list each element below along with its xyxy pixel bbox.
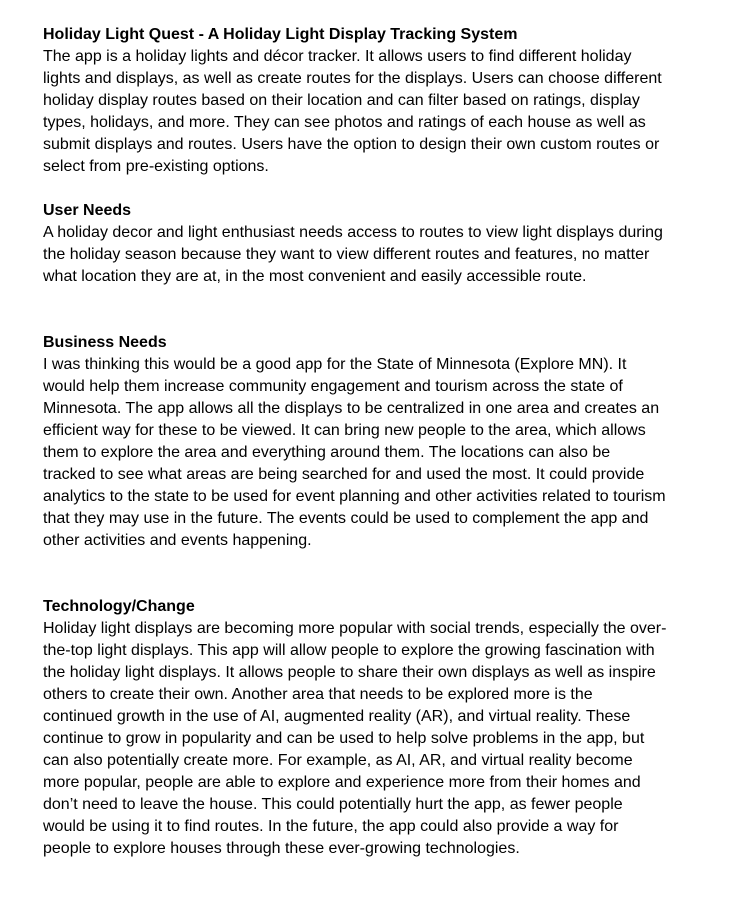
paragraph-line: The app is a holiday lights and décor tracker. It allows users to find different holiday <box>43 48 632 65</box>
paragraph-line: submit displays and routes. Users have the option to design their own custom routes or <box>43 136 660 153</box>
paragraph-line: can also potentially create more. For example, as AI, AR, and virtual reality become <box>43 752 633 769</box>
paragraph-line: lights and displays, as well as create routes for the displays. Users can choose different <box>43 70 662 87</box>
paragraph-line: Minnesota. The app allows all the displays to be centralized in one area and creates an <box>43 400 660 417</box>
business-needs-paragraph <box>43 354 703 552</box>
technology-change-paragraph <box>43 618 703 860</box>
paragraph-line: continued growth in the use of AI, augmented reality (AR), and virtual reality. These <box>43 708 631 725</box>
document-title: Holiday Light Quest - A Holiday Light Display Tracking System <box>43 26 518 43</box>
paragraph-line: what location they are at, in the most convenient and easily accessible route. <box>43 268 587 285</box>
paragraph-line: holiday display routes based on their location and can filter based on ratings, display <box>43 92 640 109</box>
spacer <box>43 178 703 200</box>
paragraph-line: don’t need to leave the house. This could potentially hurt the app, as fewer people <box>43 796 623 813</box>
paragraph-line: the-top light displays. This app will allow people to explore the growing fascination with <box>43 642 655 659</box>
overview-paragraph <box>43 46 703 178</box>
user-needs-paragraph <box>43 222 703 288</box>
paragraph-line: that they may use in the future. The events could be used to complement the app and <box>43 510 649 527</box>
paragraph-line: people to explore houses through these ever-growing technologies. <box>43 840 520 857</box>
paragraph-line: would help them increase community engagement and tourism across the state of <box>43 378 623 395</box>
paragraph-line: continue to grow in popularity and can be used to help solve problems in the app, but <box>43 730 645 747</box>
paragraph-line: analytics to the state to be used for event planning and other activities related to tourism <box>43 488 666 505</box>
section-heading: Technology/Change <box>43 598 195 615</box>
section-overview <box>43 24 703 178</box>
section-business-needs <box>43 332 703 552</box>
section-heading: Business Needs <box>43 334 167 351</box>
paragraph-line: types, holidays, and more. They can see photos and ratings of each house as well as <box>43 114 646 131</box>
paragraph-line: them to explore the area and everything around them. The locations can also be <box>43 444 611 461</box>
section-heading: User Needs <box>43 202 132 219</box>
paragraph-line: the holiday light displays. It allows people to share their own displays as well as inspire <box>43 664 656 681</box>
paragraph-line: efficient way for these to be viewed. It can bring new people to the area, which allows <box>43 422 646 439</box>
paragraph-line: select from pre-existing options. <box>43 158 269 175</box>
paragraph-line: A holiday decor and light enthusiast needs access to routes to view light displays during <box>43 224 663 241</box>
paragraph-line: the holiday season because they want to view different routes and features, no matter <box>43 246 650 263</box>
document-page <box>43 24 703 860</box>
spacer <box>43 552 703 596</box>
section-technology-change <box>43 596 703 860</box>
paragraph-line: tracked to see what areas are being searched for and used the most. It could provide <box>43 466 645 483</box>
paragraph-line: other activities and events happening. <box>43 532 312 549</box>
section-user-needs <box>43 200 703 288</box>
paragraph-line: I was thinking this would be a good app for the State of Minnesota (Explore MN). It <box>43 356 627 373</box>
paragraph-line: more popular, people are able to explore and experience more from their homes and <box>43 774 641 791</box>
paragraph-line: would be using it to find routes. In the future, the app could also provide a way for <box>43 818 619 835</box>
paragraph-line: others to create their own. Another area that needs to be explored more is the <box>43 686 593 703</box>
paragraph-line: Holiday light displays are becoming more popular with social trends, especially the over- <box>43 620 667 637</box>
spacer <box>43 288 703 332</box>
